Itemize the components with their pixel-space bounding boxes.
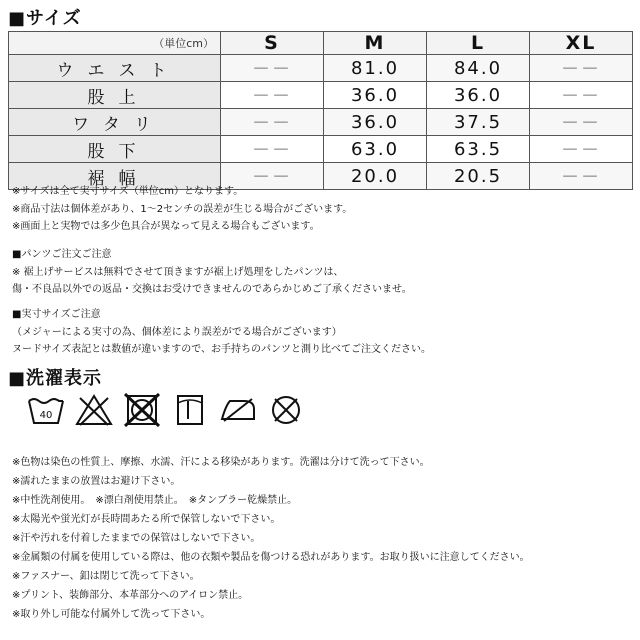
cell-value: －－ xyxy=(221,55,324,82)
size-table xyxy=(8,31,633,190)
cell-value: 63.5 xyxy=(427,136,530,163)
table-row-waist xyxy=(9,55,633,82)
note-line: ※汗や汚れを付着したままでの保管はしないで下さい。 xyxy=(12,533,261,544)
cell-value: －－ xyxy=(530,136,633,163)
cell-value: －－ xyxy=(221,136,324,163)
cell-value: 36.0 xyxy=(324,109,427,136)
cell-value: －－ xyxy=(221,82,324,109)
note-line: ※商品寸法は個体差があり、1～2センチの誤差が生じる場合がございます。 xyxy=(12,203,353,215)
note-line: ※ 裾上げサービスは無料でさせて頂きますが裾上げ処理をしたパンツは、 xyxy=(12,266,344,278)
row-label: 股下 xyxy=(9,136,221,163)
cell-value: 37.5 xyxy=(427,109,530,136)
cell-value: 84.0 xyxy=(427,55,530,82)
note-line: ※画面上と実物では多少色具合が異なって見える場合もございます。 xyxy=(12,221,320,232)
cell-value: －－ xyxy=(221,109,324,136)
note-line: ※サイズは全て実寸サイズ（単位cm）となります。 xyxy=(12,186,244,197)
cell-value: －－ xyxy=(530,82,633,109)
note-heading: ■パンツご注文ご注意 xyxy=(12,249,112,260)
table-row-rise xyxy=(9,82,633,109)
cell-value: 20.0 xyxy=(324,163,427,190)
wash-temperature-label: 40 xyxy=(39,410,53,421)
cell-value: 81.0 xyxy=(324,55,427,82)
cell-value: －－ xyxy=(530,55,633,82)
note-line: ※太陽光や蛍光灯が長時間あたる所で保管しないで下さい。 xyxy=(12,514,281,525)
column-xl: XL xyxy=(530,32,633,55)
column-l: L xyxy=(427,32,530,55)
cell-value: －－ xyxy=(530,163,633,190)
row-label: ワタリ xyxy=(9,109,221,136)
note-heading: ■実寸サイズご注意 xyxy=(12,309,101,320)
note-line: 傷・不良品以外での返品・交換はお受けできませんのであらかじめご了承くださいませ。 xyxy=(12,284,412,295)
note-line: ※ファスナー、釦は閉じて洗って下さい。 xyxy=(12,571,200,582)
note-line: （メジャーによる実寸の為、個体差により誤差がでる場合がございます） xyxy=(12,326,342,338)
table-row-thigh xyxy=(9,109,633,136)
size-notes xyxy=(12,183,352,236)
size-table-header xyxy=(9,32,633,55)
cell-value: 63.0 xyxy=(324,136,427,163)
note-line: ※取り外し可能な付属外して洗って下さい。 xyxy=(12,609,211,620)
note-line: ※濡れたままの放置はお避け下さい。 xyxy=(12,476,181,487)
note-line: ※金属類の付属を使用している際は、他の衣類や製品を傷つける恐れがあります。お取り扱いに注意してください。 xyxy=(12,552,530,563)
column-m: M xyxy=(324,32,427,55)
note-line: ※プリント、装飾部分、本革部分へのアイロン禁止。 xyxy=(12,590,249,601)
hang-dry-icon xyxy=(170,393,210,427)
no-bleach-icon xyxy=(74,393,114,427)
unit-label: （単位cm） xyxy=(9,32,221,55)
column-s: S xyxy=(221,32,324,55)
size-section-title: ■サイズ xyxy=(8,8,82,29)
care-section-title: ■洗濯表示 xyxy=(8,368,103,389)
cell-value: －－ xyxy=(530,109,633,136)
cell-value: 36.0 xyxy=(427,82,530,109)
row-label: ウエスト xyxy=(9,55,221,82)
row-label: 裾幅 xyxy=(9,163,221,190)
row-label: 股上 xyxy=(9,82,221,109)
table-row-inseam xyxy=(9,136,633,163)
pants-order-notes xyxy=(12,246,412,299)
no-dry-clean-icon xyxy=(266,393,306,427)
note-line: ※中性洗剤使用。 ※漂白剤使用禁止。 ※タンブラー乾燥禁止。 xyxy=(12,495,298,506)
wash-40-icon xyxy=(26,393,66,427)
note-line: ヌードサイズ表記とは数値が違いますので、お手持ちのパンツと測り比べてご注文ください。 xyxy=(12,344,431,355)
measurement-notes xyxy=(12,306,431,359)
note-line: ※色物は染色の性質上、摩擦、水濡、汗による移染があります。洗濯は分けて洗って下さい。 xyxy=(12,457,430,468)
iron-icon xyxy=(218,393,258,427)
cell-value: 20.5 xyxy=(427,163,530,190)
cell-value: 36.0 xyxy=(324,82,427,109)
no-tumble-dry-icon xyxy=(122,393,162,427)
care-notes xyxy=(12,453,530,624)
cell-value: －－ xyxy=(221,163,324,190)
